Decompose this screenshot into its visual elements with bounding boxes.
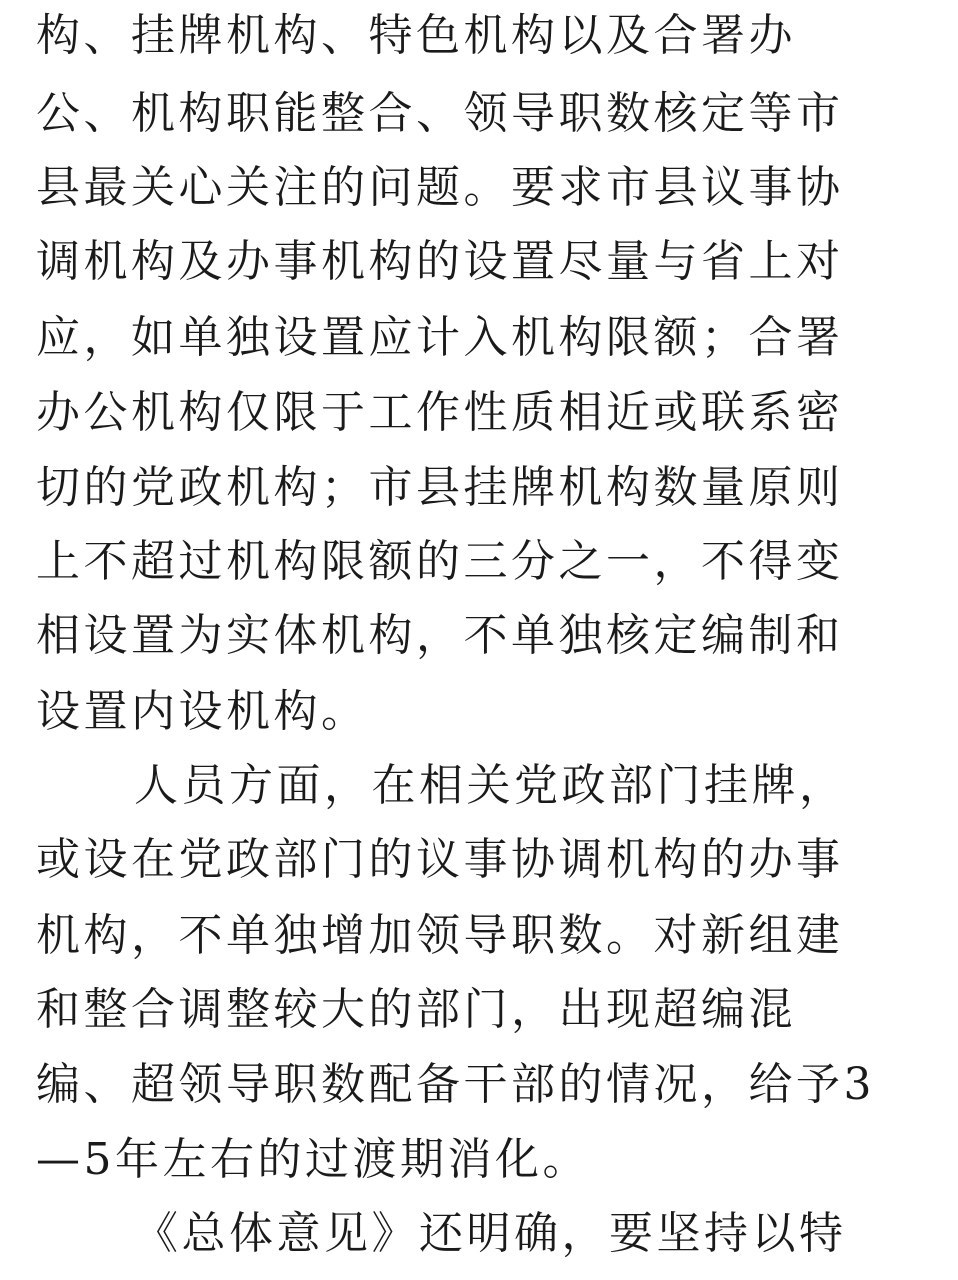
- text-line: 机构，不单独增加领导职数。对新组建: [36, 910, 844, 961]
- text-line: 和整合调整较大的部门，出现超编混: [36, 984, 796, 1035]
- paragraph-first-line: 《总体意见》还明确，要坚持以特: [134, 1208, 847, 1259]
- text-line: 设置内设机构。: [36, 686, 369, 737]
- text-line: —5年左右的过渡期消化。: [36, 1134, 590, 1185]
- text-line: 切的党政机构；市县挂牌机构数量原则: [36, 462, 844, 513]
- text-line: 县最关心关注的问题。要求市县议事协: [36, 162, 844, 213]
- text-line: 编、超领导职数配备干部的情况，给予3: [36, 1059, 875, 1110]
- paragraph-first-line: 人员方面，在相关党政部门挂牌，: [134, 760, 847, 811]
- text-line: 公、机构职能整合、领导职数核定等市: [36, 88, 844, 139]
- text-line: 上不超过机构限额的三分之一，不得变: [36, 536, 844, 587]
- text-line: 办公机构仅限于工作性质相近或联系密: [36, 387, 844, 438]
- text-line: 构、挂牌机构、特色机构以及合署办: [36, 10, 796, 61]
- text-line: 相设置为实体机构，不单独核定编制和: [36, 610, 844, 661]
- text-line: 应，如单独设置应计入机构限额；合署: [36, 312, 844, 363]
- text-line: 或设在党政部门的议事协调机构的办事: [36, 834, 844, 885]
- text-line: 调机构及办事机构的设置尽量与省上对: [36, 236, 844, 287]
